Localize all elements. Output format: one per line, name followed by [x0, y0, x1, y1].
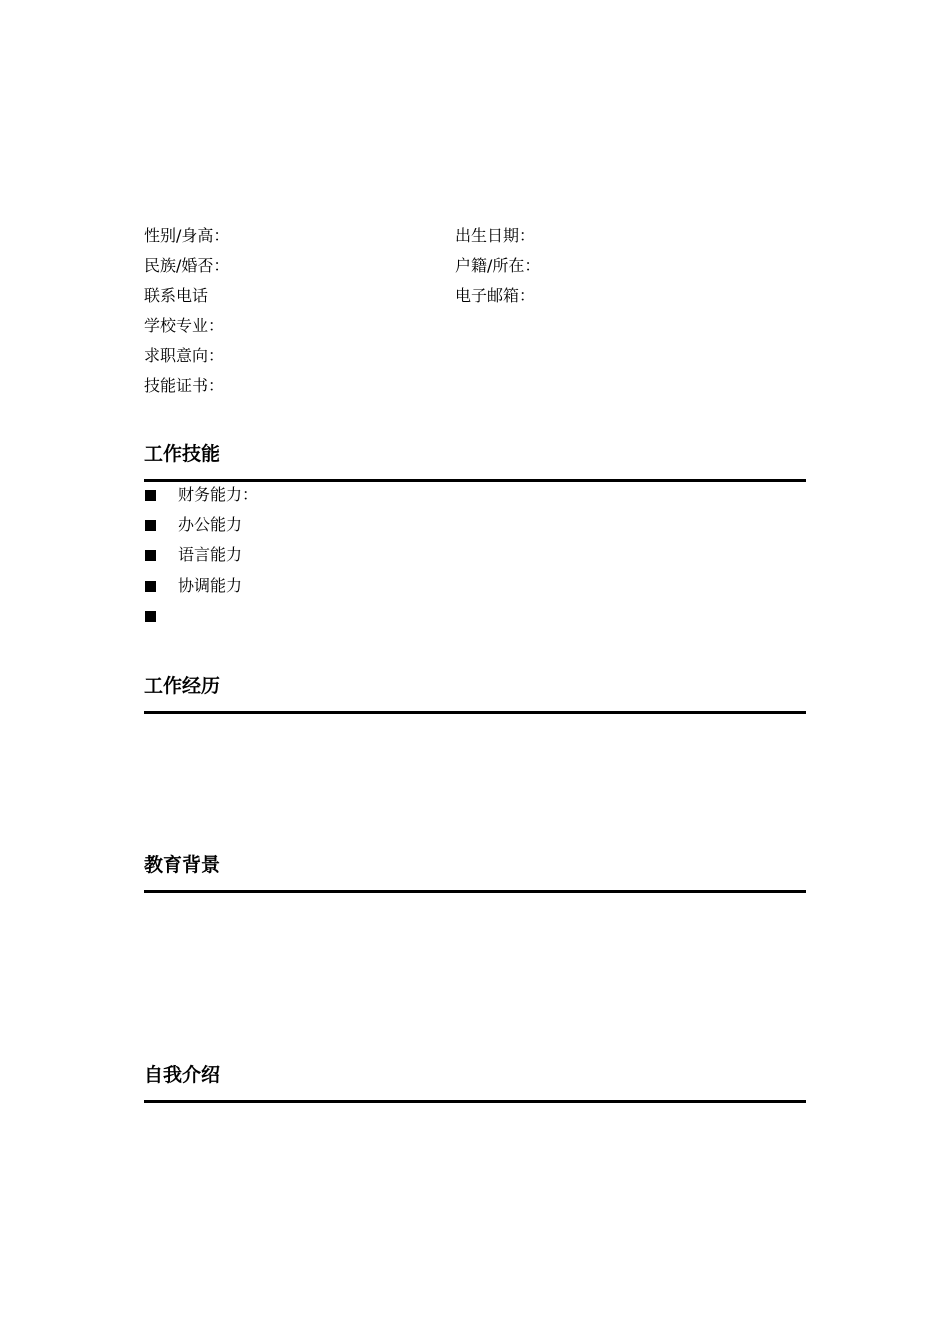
work-skills-title: 工作技能 [144, 443, 221, 465]
birth-date-label: 出生日期： [455, 226, 536, 245]
square-bullet-icon [145, 490, 156, 501]
self-intro-title: 自我介绍 [144, 1064, 221, 1086]
household-location-label: 户籍/所在： [455, 256, 541, 275]
email-label: 电子邮箱： [455, 286, 536, 305]
skill-item [144, 545, 243, 565]
square-bullet-icon [145, 611, 156, 622]
education-title: 教育背景 [144, 854, 221, 876]
skill-item [144, 576, 243, 596]
self-intro-divider [144, 1100, 806, 1103]
square-bullet-icon [145, 550, 156, 561]
skill-item-label: 协调能力 [178, 576, 243, 595]
phone-label: 联系电话 [144, 286, 209, 305]
work-experience-title: 工作经历 [144, 675, 221, 697]
gender-height-label: 性别/身高： [144, 226, 230, 245]
education-divider [144, 890, 806, 893]
skill-item-label: 语言能力 [178, 545, 243, 564]
skill-item-label: 办公能力 [178, 515, 243, 534]
job-intention-label: 求职意向： [144, 346, 225, 365]
work-skills-divider [144, 479, 806, 482]
ethnicity-marital-label: 民族/婚否： [144, 256, 230, 275]
school-major-label: 学校专业： [144, 316, 225, 335]
skill-item [144, 515, 243, 535]
work-experience-divider [144, 711, 806, 714]
square-bullet-icon [145, 520, 156, 531]
skill-item [144, 606, 156, 626]
skill-item [144, 485, 259, 505]
skill-item-label: 财务能力： [178, 485, 259, 504]
square-bullet-icon [145, 581, 156, 592]
certificates-label: 技能证书： [144, 376, 225, 395]
